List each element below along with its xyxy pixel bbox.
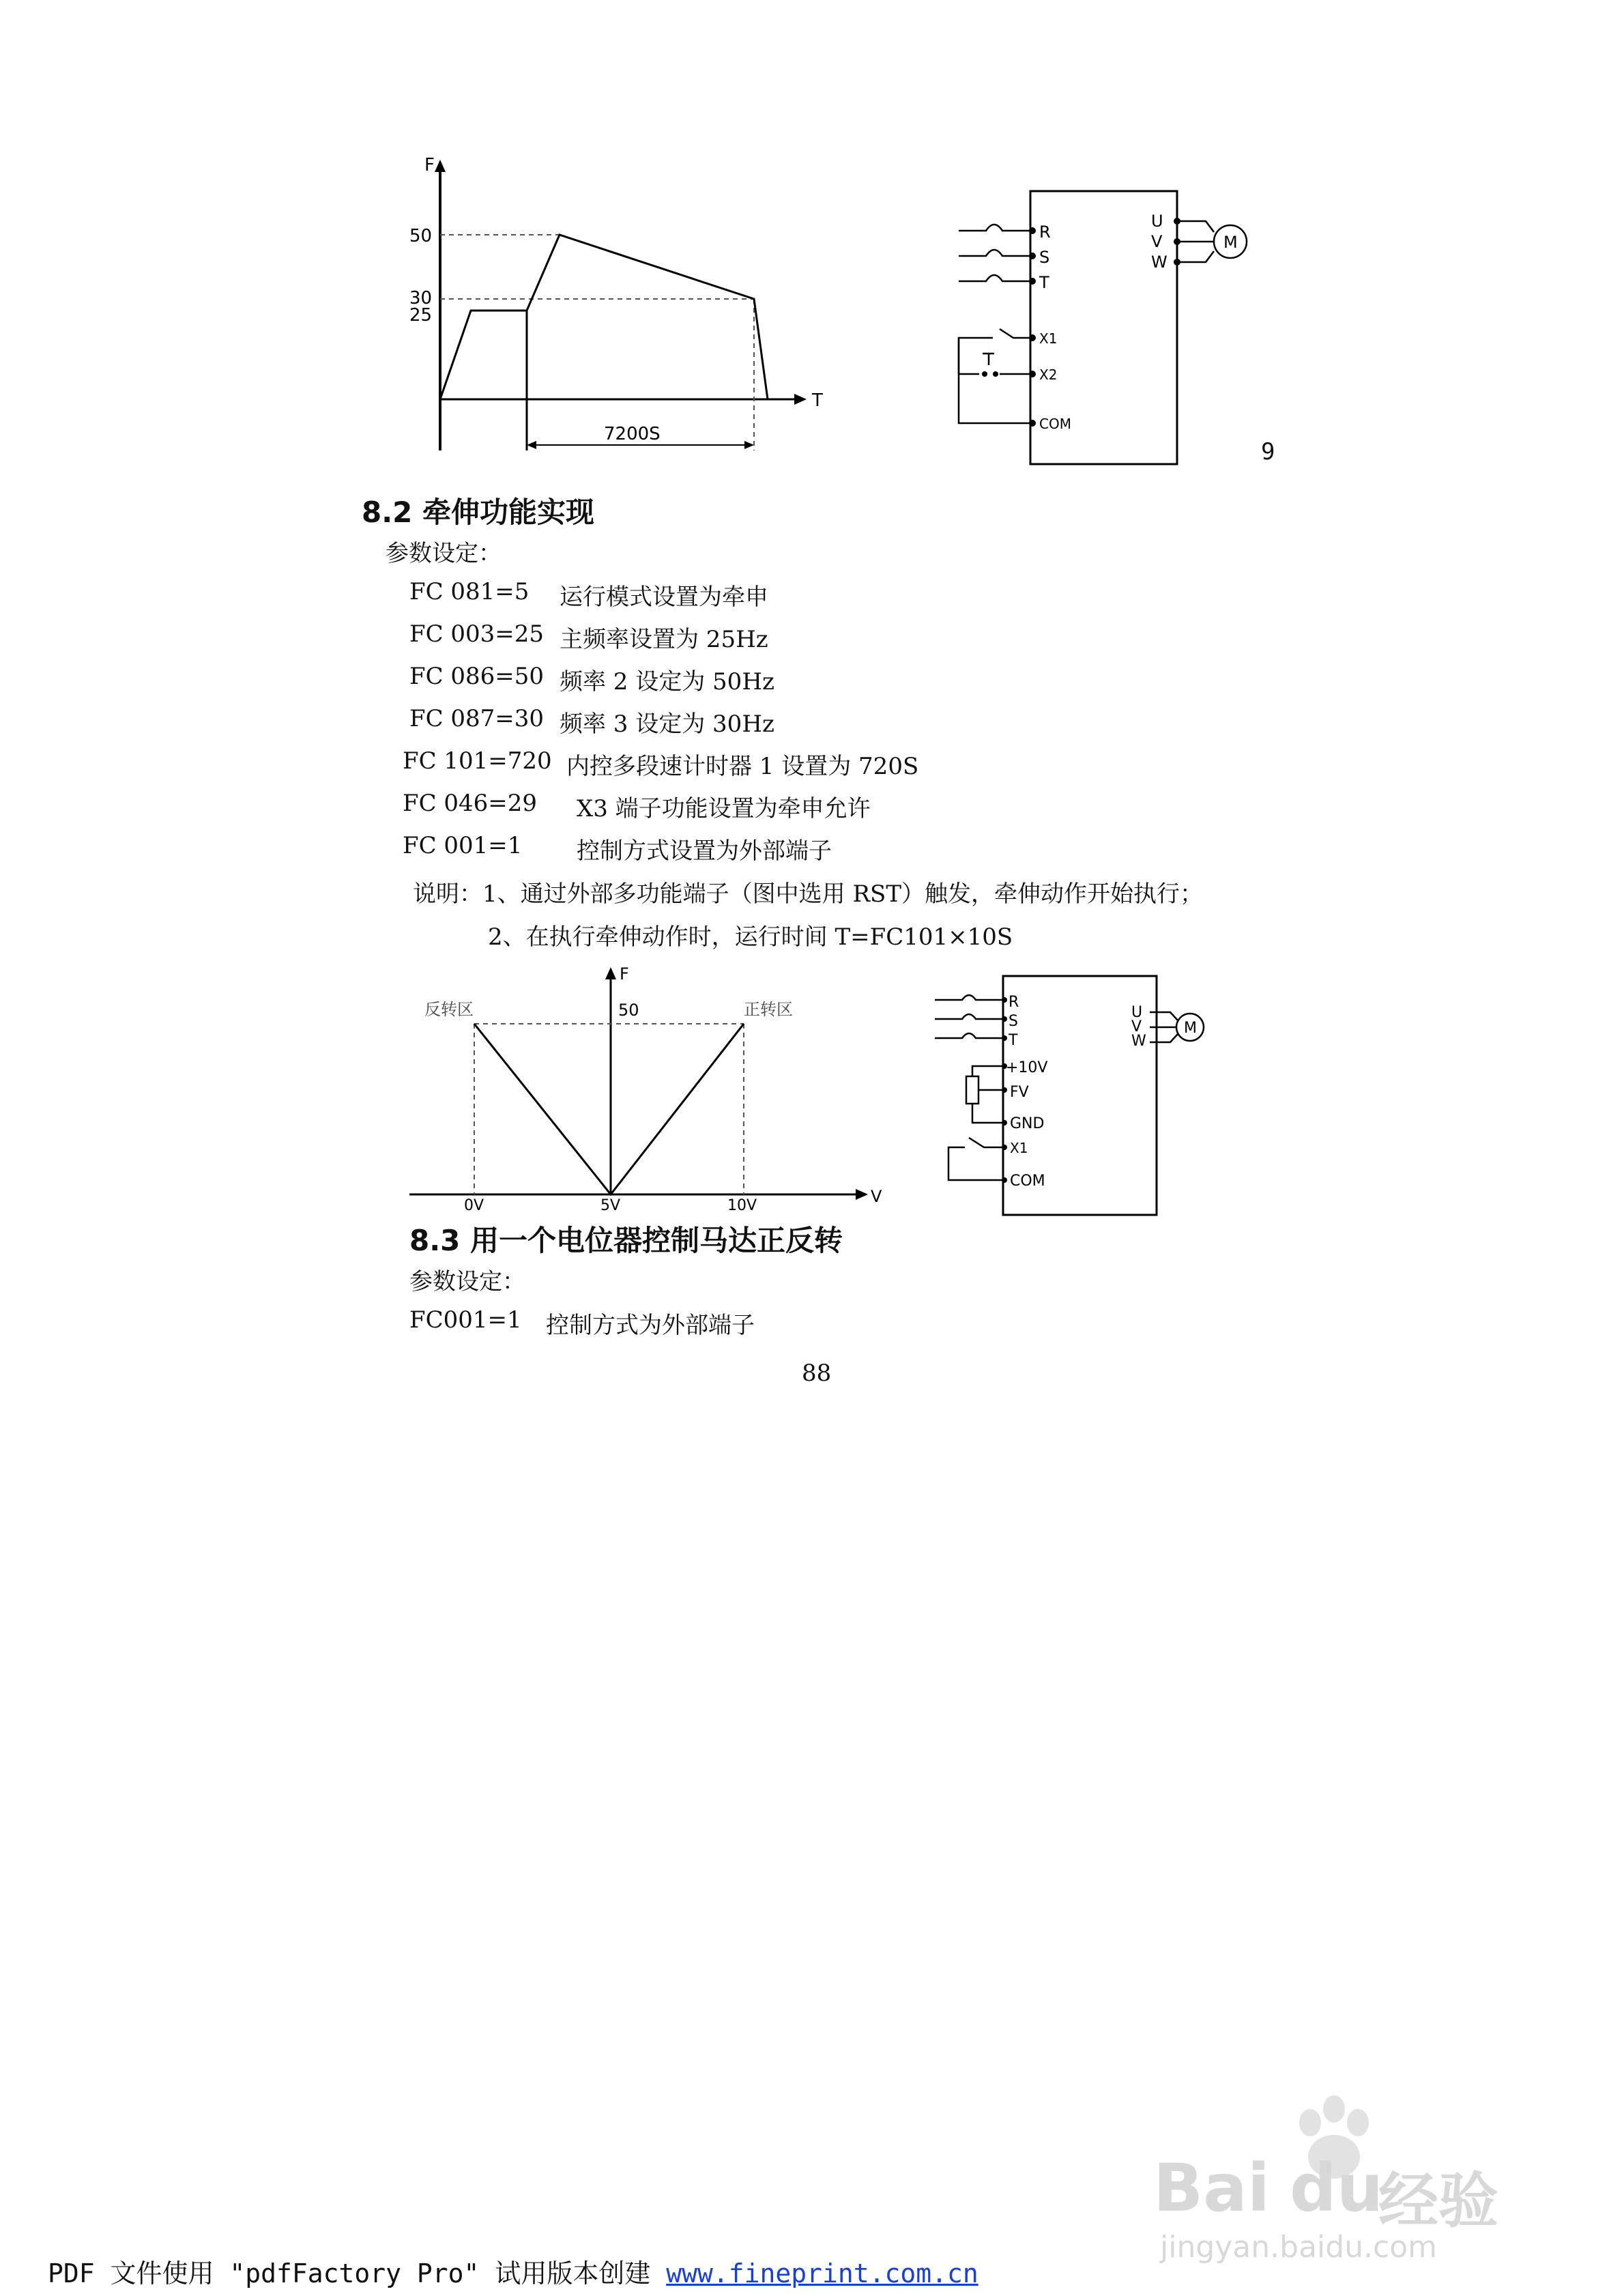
span-label: 7200S: [604, 424, 661, 444]
param-desc: 控制方式为外部端子: [546, 1312, 755, 1339]
span-arrow-right: [744, 441, 754, 449]
param-desc: 频率 3 设定为 30Hz: [560, 711, 774, 738]
x1-switch-wiring: [948, 1138, 1004, 1180]
y-axis-arrow: [605, 967, 616, 979]
peak-label: 50: [618, 1001, 639, 1020]
param-code: FC 046=29: [403, 790, 538, 817]
terminal-x1-dot: [1029, 334, 1036, 341]
baidu-watermark: [1153, 2085, 1535, 2263]
terminal-s-dot: [1002, 1016, 1007, 1022]
output-lines: [1177, 221, 1214, 262]
param-desc: 控制方式设置为外部端子: [577, 837, 832, 865]
param-code: FC 003=25: [409, 620, 545, 648]
param-desc: 频率 2 设定为 50Hz: [560, 668, 774, 695]
note-line-1: 说明：1、通过外部多功能端子（图中选用 RST）触发，牵伸动作开始执行；: [413, 880, 1204, 908]
param-code: FC 101=720: [403, 747, 552, 775]
section-8-2-title: 8.2 牵伸功能实现: [362, 496, 595, 529]
page-number: 88: [802, 1360, 832, 1387]
terminal-t-label: T: [1039, 273, 1049, 292]
param-code: FC001=1: [409, 1306, 522, 1334]
y-tick-50: 50: [409, 226, 433, 246]
terminal-com-dot: [1029, 420, 1036, 427]
param-code: FC 001=1: [403, 832, 523, 859]
output-lines: [1150, 1012, 1178, 1042]
terminal-com-label: COM: [1010, 1173, 1045, 1190]
switch2-contact-b: [993, 371, 998, 377]
terminal-u-label: U: [1151, 212, 1163, 231]
circuit2-diagram: [935, 973, 1290, 1225]
x-tick-0v: 0V: [464, 1197, 484, 1214]
input-lines: [935, 995, 1004, 1038]
y-axis-label: F: [620, 964, 629, 984]
y-axis-label: F: [424, 155, 435, 175]
terminal-fv-dot: [1002, 1087, 1007, 1093]
terminal-x1-dot: [1002, 1145, 1007, 1150]
speed-profile-line: [440, 235, 768, 399]
motor-label: M: [1184, 1020, 1197, 1037]
terminal-gnd-dot: [1002, 1120, 1007, 1125]
terminal-x1-label: X1: [1039, 330, 1058, 347]
footer-text: PDF 文件使用 "pdfFactory Pro" 试用版本创建: [48, 2258, 667, 2288]
terminal-com-label: COM: [1039, 416, 1071, 432]
x-axis-arrow: [794, 394, 807, 405]
x-axis-arrow: [856, 1189, 868, 1200]
params-label-8-3: 参数设定：: [409, 1268, 525, 1295]
terminal-v-label: V: [1131, 1018, 1142, 1035]
side-page-number: 9: [1261, 438, 1275, 465]
terminal-t-dot: [1002, 1035, 1007, 1041]
terminal-s-label: S: [1039, 248, 1050, 267]
terminal-fv-label: FV: [1010, 1084, 1029, 1101]
x-tick-5v: 5V: [600, 1197, 621, 1214]
footer-link[interactable]: www.fineprint.com.cn: [666, 2258, 978, 2288]
pot-wiring: [966, 1066, 1004, 1123]
note-line-2: 2、在执行牵伸动作时，运行时间 T=FC101×10S: [488, 923, 1013, 951]
terminal-t-label: T: [1009, 1032, 1018, 1049]
span-arrow-left: [527, 441, 536, 449]
circuit1-diagram: [952, 184, 1334, 471]
terminal-s-label: S: [1009, 1013, 1018, 1030]
param-desc: 内控多段速计时器 1 设置为 720S: [566, 753, 919, 780]
param-desc: 运行模式设置为牵申: [560, 584, 768, 611]
switch2-contact-a: [982, 371, 987, 377]
terminal-x2-dot: [1029, 371, 1036, 377]
watermark-product: 经验: [1378, 2166, 1499, 2236]
y-tick-30: 30: [409, 288, 433, 308]
terminal-w-label: W: [1131, 1033, 1146, 1050]
terminal-r-dot: [1002, 997, 1007, 1003]
param-desc: 主频率设置为 25Hz: [560, 626, 768, 653]
terminal-x2-label: X2: [1039, 367, 1058, 383]
terminal-com-dot: [1002, 1177, 1007, 1183]
terminal-r-label: R: [1039, 223, 1051, 242]
terminal-10v-label: +10V: [1006, 1059, 1048, 1076]
section-8-3-title: 8.3 用一个电位器控制马达正反转: [409, 1224, 843, 1257]
zone-right-label: 正转区: [744, 1000, 793, 1019]
figure1-chart: [382, 150, 823, 464]
frequency-v-line: [474, 1024, 744, 1194]
y-tick-25: 25: [409, 305, 433, 326]
param-desc: X3 端子功能设置为牵申允许: [577, 795, 871, 822]
x-axis-label: T: [812, 390, 823, 411]
x-axis-label: V: [871, 1187, 882, 1206]
param-code: FC 086=50: [409, 663, 545, 690]
x-tick-10v: 10V: [727, 1197, 757, 1214]
figure2-chart: [409, 959, 887, 1214]
terminal-w-label: W: [1151, 253, 1168, 272]
terminal-u-label: U: [1131, 1004, 1143, 1021]
motor-label: M: [1223, 233, 1238, 252]
zone-left-label: 反转区: [424, 1000, 474, 1019]
y-axis-arrow: [435, 160, 446, 172]
param-code: FC 087=30: [409, 705, 545, 732]
param-code: FC 081=5: [409, 578, 530, 605]
params-label-8-2: 参数设定：: [386, 540, 502, 567]
input-lines: [959, 225, 1032, 281]
terminal-gnd-label: GND: [1010, 1115, 1045, 1132]
watermark-brand: Bai: [1153, 2150, 1270, 2226]
watermark-url: jingyan.baidu.com: [1160, 2230, 1438, 2265]
pdf-footer: [48, 2252, 978, 2290]
terminal-r-dot: [1029, 227, 1036, 234]
terminal-t-dot: [1029, 278, 1036, 285]
terminal-x1-label: X1: [1010, 1140, 1028, 1156]
terminal-s-dot: [1029, 253, 1036, 259]
watermark-brand-du: du: [1290, 2150, 1384, 2226]
terminal-v-label: V: [1151, 232, 1163, 251]
terminal-r-label: R: [1009, 994, 1019, 1011]
